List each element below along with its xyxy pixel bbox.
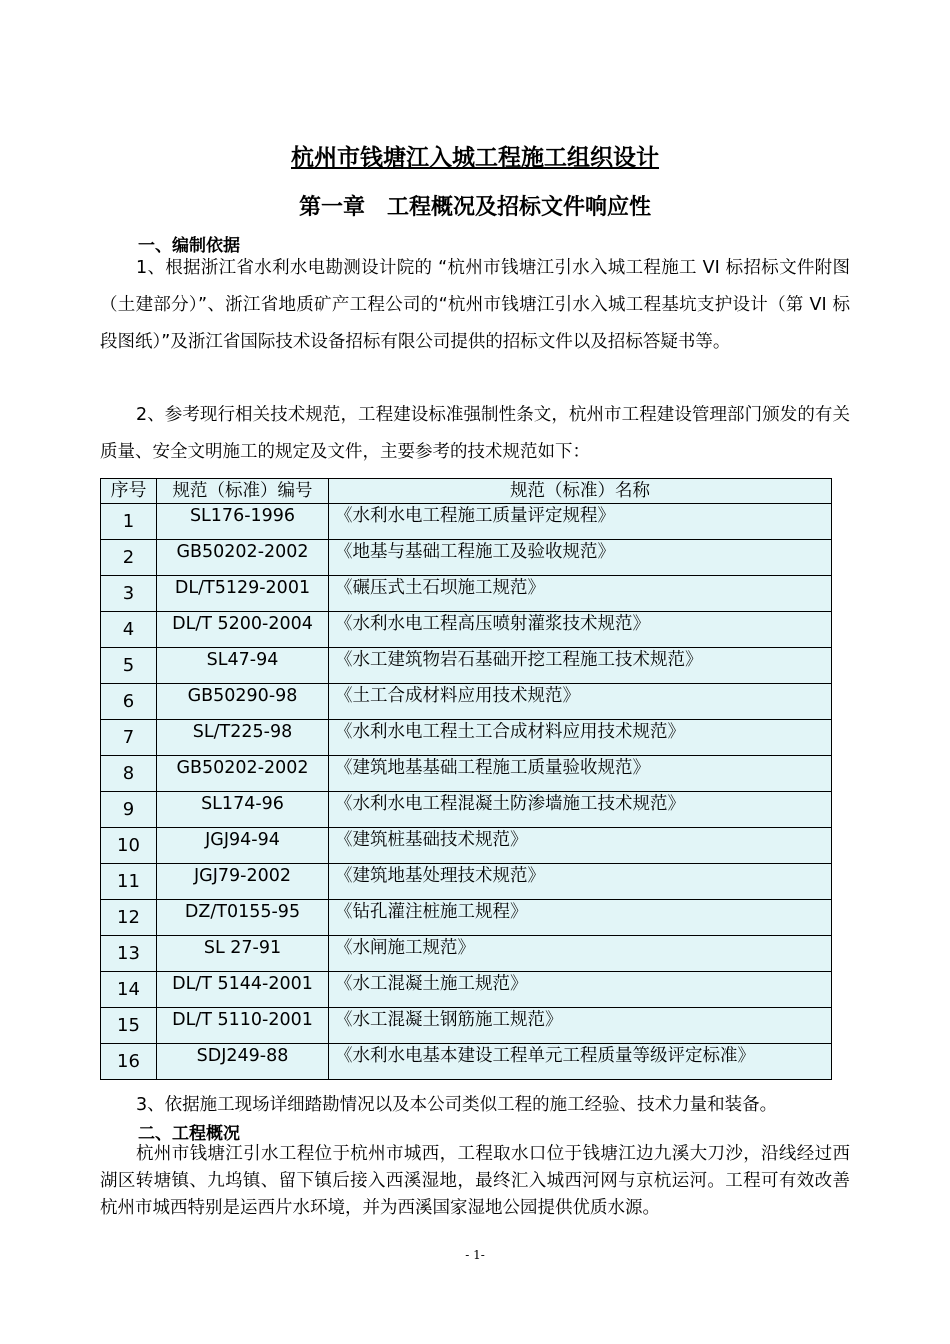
section-heading-overview: 二、工程概况 [138,1124,240,1144]
page-number: - 1- [465,1248,485,1262]
row-number: 6 [101,684,157,720]
table-row [101,792,832,828]
table-row [101,828,832,864]
table-row [101,1008,832,1044]
standard-code: JGJ94-94 [157,828,329,864]
chapter-heading: 第一章 工程概况及招标文件响应性 [298,195,651,220]
header-name: 规范（标准）名称 [329,479,832,504]
standard-code: SL174-96 [157,792,329,828]
row-number: 15 [101,1008,157,1044]
row-number: 12 [101,900,157,936]
paragraph-basis-2: 2、参考现行相关技术规范，工程建设标准强制性条文，杭州市工程建设管理部门颁发的有关质量、安全文明施工的规定及文件，主要参考的技术规范如下： [100,405,850,462]
row-number: 11 [101,864,157,900]
header-no: 序号 [101,479,157,504]
row-number: 8 [101,756,157,792]
standard-code: SL/T225-98 [157,720,329,756]
row-number: 9 [101,792,157,828]
standard-name: 《水利水电基本建设工程单元工程质量等级评定标准》 [329,1044,832,1080]
row-number: 16 [101,1044,157,1080]
standard-code: GB50202-2002 [157,540,329,576]
standard-name: 《水利水电工程施工质量评定规程》 [329,504,832,540]
standard-name: 《钻孔灌注桩施工规程》 [329,900,832,936]
standard-name: 《水工建筑物岩石基础开挖工程施工技术规范》 [329,648,832,684]
standard-name: 《水工混凝土施工规范》 [329,972,832,1008]
row-number: 1 [101,504,157,540]
table-row [101,504,832,540]
standard-code: DL/T5129-2001 [157,576,329,612]
table-row [101,972,832,1008]
standard-name: 《水闸施工规范》 [329,936,832,972]
table-row [101,684,832,720]
standard-code: GB50290-98 [157,684,329,720]
standard-code: JGJ79-2002 [157,864,329,900]
standard-name: 《水利水电工程土工合成材料应用技术规范》 [329,720,832,756]
standard-name: 《地基与基础工程施工及验收规范》 [329,540,832,576]
standard-code: DL/T 5144-2001 [157,972,329,1008]
standard-name: 《建筑桩基础技术规范》 [329,828,832,864]
table-body [101,504,832,1080]
header-code: 规范（标准）编号 [157,479,329,504]
row-number: 5 [101,648,157,684]
table-row [101,756,832,792]
table-row [101,936,832,972]
standard-code: SDJ249-88 [157,1044,329,1080]
table-row [101,720,832,756]
standard-code: DL/T 5110-2001 [157,1008,329,1044]
paragraph-basis-3: 3、依据施工现场详细踏勘情况以及本公司类似工程的施工经验、技术力量和装备。 [136,1095,778,1115]
table-row [101,1044,832,1080]
standard-name: 《水利水电工程混凝土防渗墙施工技术规范》 [329,792,832,828]
standard-name: 《建筑地基处理技术规范》 [329,864,832,900]
paragraph-overview: 杭州市钱塘江引水工程位于杭州市城西，工程取水口位于钱塘江边九溪大刀沙，沿线经过西湖区转塘镇、九坞镇、留下镇后接入西溪湿地，最终汇入城西河网与京杭运河。工程可有效改善杭州市城西特别是运西片水环境，并为西溪国家湿地公园提供优质水源。 [100,1144,850,1218]
standard-code: GB50202-2002 [157,756,329,792]
standard-name: 《水利水电工程高压喷射灌浆技术规范》 [329,612,832,648]
table-row [101,576,832,612]
row-number: 2 [101,540,157,576]
row-number: 13 [101,936,157,972]
table-row [101,864,832,900]
standard-name: 《建筑地基基础工程施工质量验收规范》 [329,756,832,792]
row-number: 3 [101,576,157,612]
standard-code: SL176-1996 [157,504,329,540]
standard-code: DZ/T0155-95 [157,900,329,936]
section-heading-basis: 一、编制依据 [138,236,240,256]
table-row [101,612,832,648]
table-row [101,540,832,576]
row-number: 4 [101,612,157,648]
table-row [101,648,832,684]
document-title: 杭州市钱塘江入城工程施工组织设计 [291,145,659,171]
standard-code: SL 27-91 [157,936,329,972]
table-row [101,900,832,936]
standard-name: 《碾压式土石坝施工规范》 [329,576,832,612]
standard-name: 《土工合成材料应用技术规范》 [329,684,832,720]
standard-name: 《水工混凝土钢筋施工规范》 [329,1008,832,1044]
paragraph-basis-1: 1、根据浙江省水利水电勘测设计院的 “杭州市钱塘江引水入城工程施工 VI 标招标文件附图（土建部分）”、浙江省地质矿产工程公司的“杭州市钱塘江引水入城工程基坑支护设计（第 VI 标段图纸）”及浙江省国际技术设备招标有限公司提供的招标文件以及招标答疑书等。 [100,258,850,352]
row-number: 10 [101,828,157,864]
row-number: 14 [101,972,157,1008]
standards-table [100,478,832,1080]
table-header-row [101,479,832,504]
standard-code: SL47-94 [157,648,329,684]
standard-code: DL/T 5200-2004 [157,612,329,648]
row-number: 7 [101,720,157,756]
